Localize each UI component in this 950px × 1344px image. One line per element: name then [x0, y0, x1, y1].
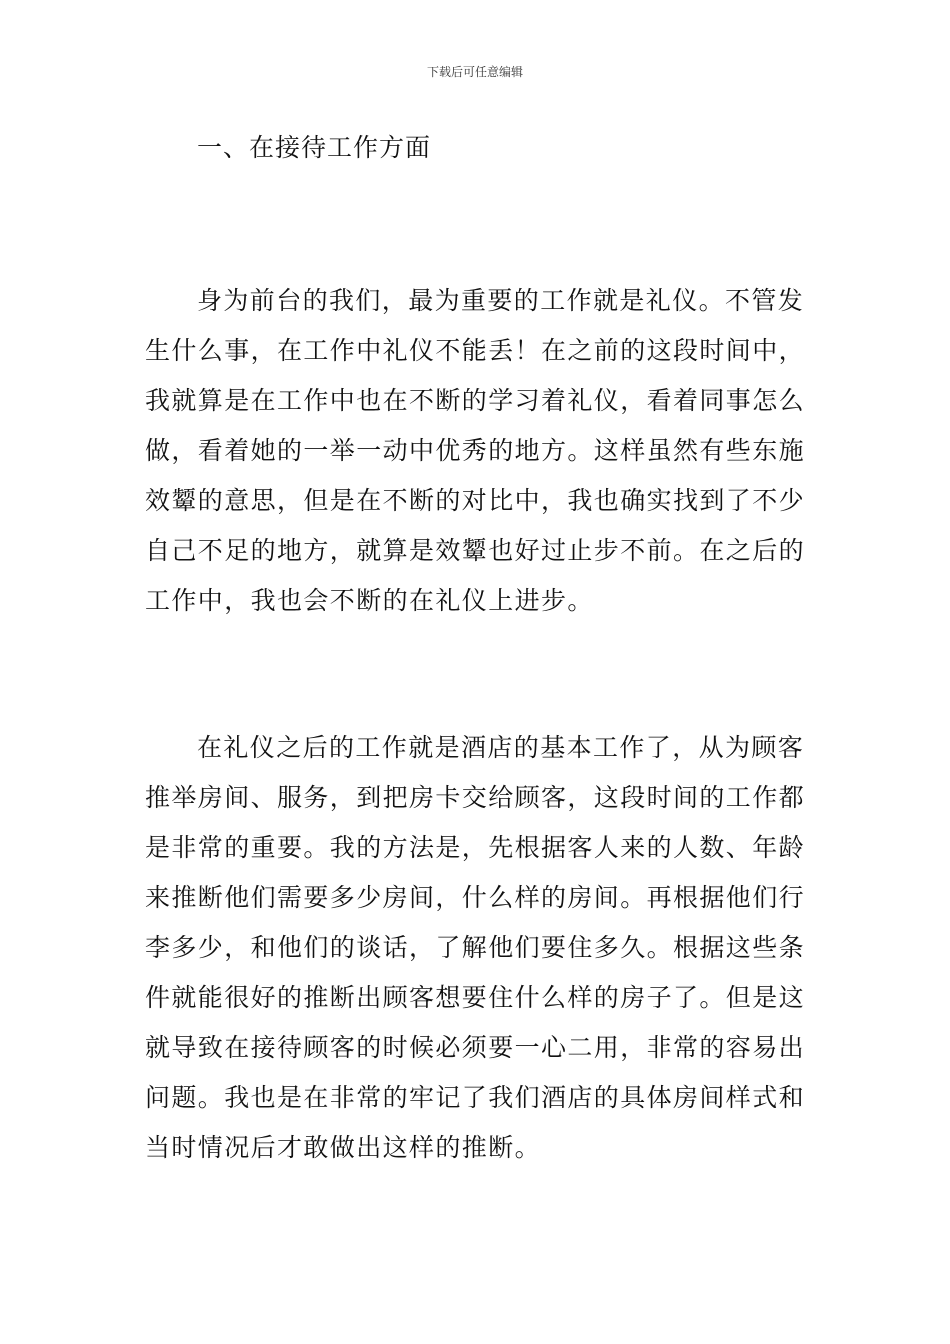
paragraph-line: 件就能很好的推断出顾客想要住什么样的房子了。但是这: [145, 983, 806, 1012]
paragraph-line: 当时情况后才敢做出这样的推断。: [145, 1133, 542, 1162]
paragraph-basic-work: [145, 723, 809, 1173]
paragraph-line: 来推断他们需要多少房间，什么样的房间。再根据他们行: [145, 883, 806, 912]
paragraph-line: 是非常的重要。我的方法是，先根据客人来的人数、年龄: [145, 833, 806, 862]
paragraph-line: 自己不足的地方，就算是效颦也好过止步不前。在之后的: [145, 536, 806, 565]
paragraph-line: 李多少，和他们的谈话，了解他们要住多久。根据这些条: [145, 933, 806, 962]
page-header-note: 下载后可任意编辑: [426, 65, 523, 79]
paragraph-line: 工作中，我也会不断的在礼仪上进步。: [145, 586, 594, 615]
paragraph-line: 推举房间、服务，到把房卡交给顾客，这段时间的工作都: [145, 783, 806, 812]
paragraph-line: 问题。我也是在非常的牢记了我们酒店的具体房间样式和: [145, 1083, 806, 1112]
paragraph-line: 我就算是在工作中也在不断的学习着礼仪，看着同事怎么: [145, 386, 806, 415]
paragraph-etiquette: [145, 276, 809, 626]
paragraph-line: 在礼仪之后的工作就是酒店的基本工作了，从为顾客: [197, 733, 805, 762]
paragraph-line: 生什么事，在工作中礼仪不能丢！在之前的这段时间中，: [145, 336, 806, 365]
section-heading: 一、在接待工作方面: [197, 133, 432, 162]
paragraph-line: 效颦的意思，但是在不断的对比中，我也确实找到了不少: [145, 486, 806, 515]
paragraph-line: 身为前台的我们，最为重要的工作就是礼仪。不管发: [197, 286, 805, 315]
paragraph-line: 就导致在接待顾客的时候必须要一心二用，非常的容易出: [145, 1033, 806, 1062]
paragraph-line: 做，看着她的一举一动中优秀的地方。这样虽然有些东施: [145, 436, 806, 465]
